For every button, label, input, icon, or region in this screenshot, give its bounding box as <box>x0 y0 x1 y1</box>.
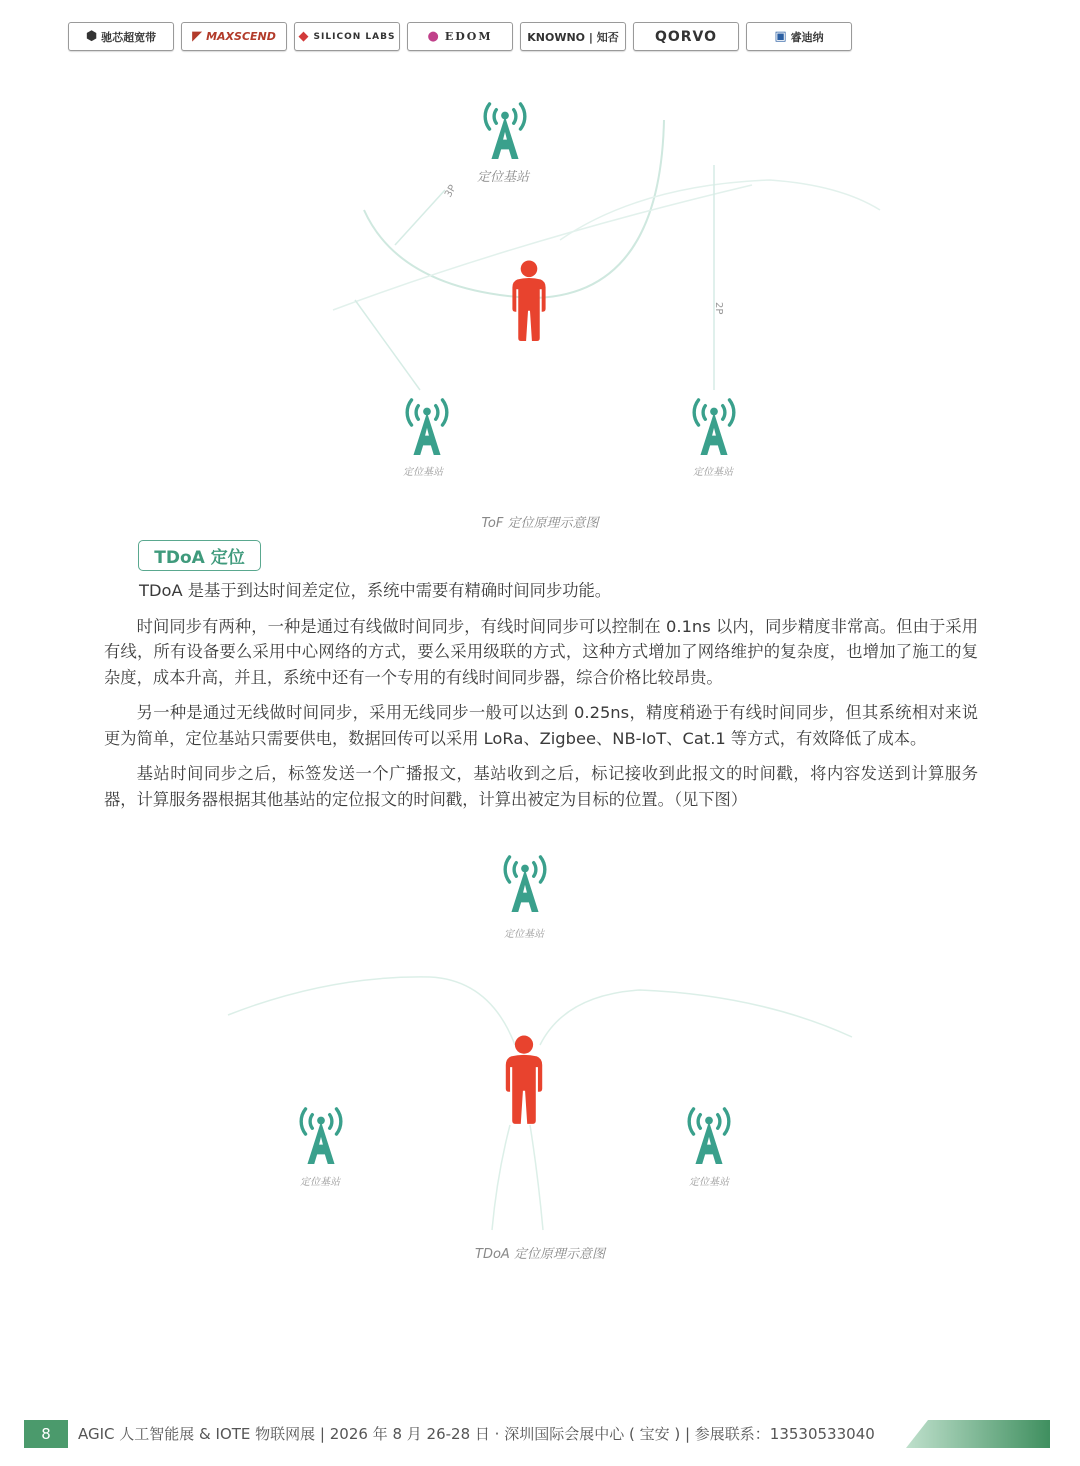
logo-knowno[interactable]: KNOWNO | 知否 <box>520 22 626 51</box>
tdoa-hyperbola-bottom-left <box>492 1125 510 1230</box>
tof-right-station-icon <box>694 400 734 455</box>
tof-caption: ToF 定位原理示意图 <box>481 516 599 531</box>
section-tag-tdoa: TDoA 定位 <box>138 540 261 571</box>
tdoa-hyperbola-left <box>228 977 515 1045</box>
footer-stripe-decoration <box>906 1420 1050 1448</box>
paragraph: 基站时间同步之后，标签发送一个广播报文，基站收到之后，标记接收到此报文的时间戳，将内容发送到计算服务器，计算服务器根据其他基站的定位报文的时间戳，计算出被定为目标的位置。（见下图） <box>104 764 978 809</box>
page-footer <box>24 1420 1050 1448</box>
tof-distance-line-left <box>355 300 420 390</box>
sponsor-logo-bar <box>68 22 852 51</box>
tof-distance-line-top <box>395 190 445 245</box>
paragraph: 另一种是通过无线做时间同步，采用无线同步一般可以达到 0.25ns，精度稍逊于有线时间同步，但其系统相对来说更为简单，定位基站只需要供电，数据回传可以采用 LoRa、Zigbee、NB-IoT、Cat.1 等方式，有效降低了成本。 <box>104 703 978 748</box>
tdoa-caption: TDoA 定位原理示意图 <box>475 1247 605 1262</box>
tof-left-station-icon <box>407 400 447 455</box>
tdoa-right-station-label: 定位基站 <box>689 1177 729 1188</box>
tof-left-station-label: 定位基站 <box>403 467 443 478</box>
tdoa-top-station-icon <box>505 857 545 912</box>
tof-person-icon <box>512 260 545 341</box>
tdoa-left-station-label: 定位基站 <box>300 1177 340 1188</box>
tof-distance-label-2: 2P <box>713 302 724 315</box>
paragraph: TDoA 是基于到达时间差定位，系统中需要有精确时间同步功能。 <box>139 581 612 600</box>
logo-silicon-labs[interactable]: ◆ SILICON LABS <box>294 22 400 51</box>
tof-top-station-label: 定位基站 <box>476 170 530 185</box>
tof-distance-label-1: 3P <box>443 183 459 200</box>
tof-top-station-icon <box>485 104 525 159</box>
logo-ruidina[interactable]: ▣ 睿迪纳 <box>746 22 852 51</box>
tdoa-hyperbola-right <box>540 990 852 1045</box>
tof-diagram <box>0 90 1080 490</box>
page-number: 8 <box>24 1420 68 1448</box>
tdoa-top-station-label: 定位基站 <box>504 929 544 940</box>
logo-edom[interactable]: ● EDOM <box>407 22 513 51</box>
logo-maxscend[interactable]: ◤ MAXSCEND <box>181 22 287 51</box>
tof-right-station-label: 定位基站 <box>693 467 733 478</box>
logo-chixin[interactable]: ⬢ 驰芯超宽带 <box>68 22 174 51</box>
body-text <box>104 578 978 822</box>
tdoa-person-icon <box>506 1036 542 1124</box>
paragraph: 时间同步有两种，一种是通过有线做时间同步，有线时间同步可以控制在 0.1ns 以内，同步精度非常高。但由于采用有线，所有设备要么采用中心网络的方式，要么采用级联的方式，这种方式增加了网络维护的复杂度，也增加了施工的复杂度，成本升高，并且，系统中还有一个专用的有线时间同步器，综合价格比较昂贵。 <box>104 616 978 687</box>
tdoa-left-station-icon <box>301 1109 341 1164</box>
footer-event-info: AGIC 人工智能展 & IOTE 物联网展 | 2026 年 8 月 26-28 日 · 深圳国际会展中心 ( 宝安 ) | 参展联系：13530533040 <box>78 1425 875 1443</box>
logo-qorvo[interactable]: QORVO <box>633 22 739 51</box>
tdoa-diagram <box>0 845 1080 1245</box>
tdoa-right-station-icon <box>689 1109 729 1164</box>
tdoa-hyperbola-bottom-right <box>530 1125 543 1230</box>
tof-range-arc-right <box>560 180 880 240</box>
